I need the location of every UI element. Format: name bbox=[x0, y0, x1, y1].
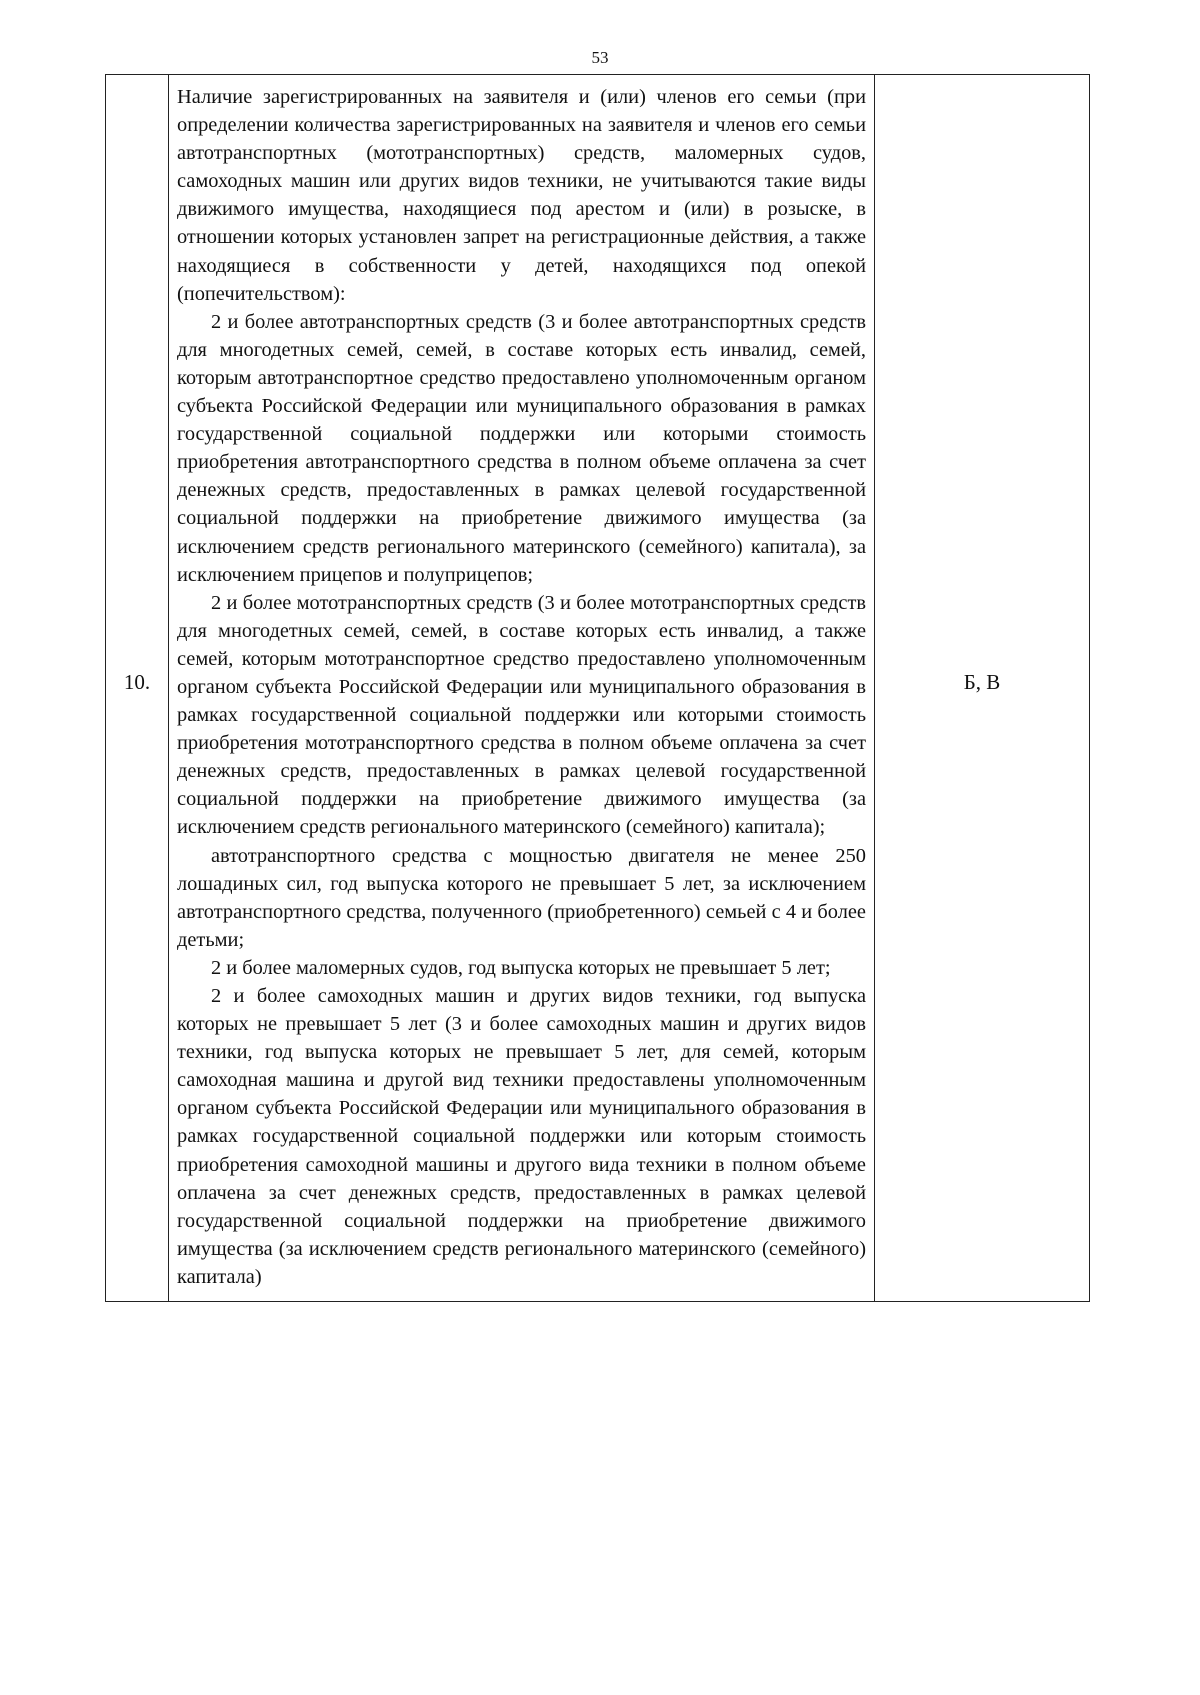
page-number: 53 bbox=[591, 48, 609, 67]
criteria-table bbox=[105, 74, 1090, 1302]
row-number: 10. bbox=[123, 669, 151, 694]
criterion-paragraph-engine-power: автотранспортного средства с мощностью двигателя не менее 250 лошадиных сил, год выпуска которого не превышает 5 лет, за исключением автотранспортного средства, полученного (приобретенного) семьей с 4 и более детьми; bbox=[177, 844, 866, 951]
criterion-text bbox=[169, 75, 874, 1301]
criterion-paragraph-mototransport: 2 и более мототранспортных средств (3 и более мототранспортных средств для многодетных семей, семей, в составе которых есть инвалид, а также семей, которым мототранспортное средство предоставлено уполномоченным органом субъекта Российской Федерации или муниципального образования в рамках государственной социальной поддержки или которыми стоимость приобретения мототранспортного средства в полном объеме оплачена за счет денежных средств, предоставленных в рамках целевой государственной социальной поддержки на приобретение движимого имущества (за исключением средств регионального материнского (семейного) капитала); bbox=[177, 591, 866, 839]
criterion-paragraph-self-propelled: 2 и более самоходных машин и других видов техники, год выпуска которых не превышает 5 лет (3 и более самоходных машин и других видов техники, год выпуска которых не превышает 5 лет, для семей, которым самоходная машина и другой вид техники предоставлены уполномоченным органом субъекта Российской Федерации или муниципального образования в рамках государственной социальной поддержки или которым стоимость приобретения самоходной машины и другого вида техники в полном объеме оплачена за счет денежных средств, предоставленных в рамках целевой государственной социальной поддержки на приобретение движимого имущества (за исключением средств регионального материнского (семейного) капитала) bbox=[177, 985, 866, 1288]
row-number-cell bbox=[106, 75, 169, 1302]
criterion-paragraph-small-vessels: 2 и более маломерных судов, год выпуска которых не превышает 5 лет; bbox=[211, 956, 831, 979]
category-value: Б, В bbox=[963, 669, 1001, 694]
criterion-text-cell bbox=[169, 75, 875, 1302]
category-cell bbox=[875, 75, 1090, 1302]
criterion-intro-paragraph: Наличие зарегистрированных на заявителя и (или) членов его семьи (при определении количества зарегистрированных на заявителя и членов его семьи автотранспортных (мототранспортных) средств, маломерных судов, самоходных машин или других видов техники, не учитываются такие виды движимого имущества, находящиеся под арестом и (или) в розыске, в отношении которых установлен запрет на регистрационные действия, а также находящиеся в собственности у детей, находящихся под опекой (попечительством): bbox=[177, 86, 866, 305]
criterion-paragraph-autotransport: 2 и более автотранспортных средств (3 и более автотранспортных средств для многодетных семей, семей, в составе которых есть инвалид, семей, которым автотранспортное средство предоставлено уполномоченным органом субъекта Российской Федерации или муниципального образования в рамках государственной социальной поддержки или которыми стоимость приобретения автотранспортного средства в полном объеме оплачена за счет денежных средств, предоставленных в рамках целевой государственной социальной поддержки на приобретение движимого имущества (за исключением средств регионального материнского (семейного) капитала), за исключением прицепов и полуприцепов; bbox=[177, 310, 866, 586]
table-row bbox=[106, 75, 1090, 1302]
